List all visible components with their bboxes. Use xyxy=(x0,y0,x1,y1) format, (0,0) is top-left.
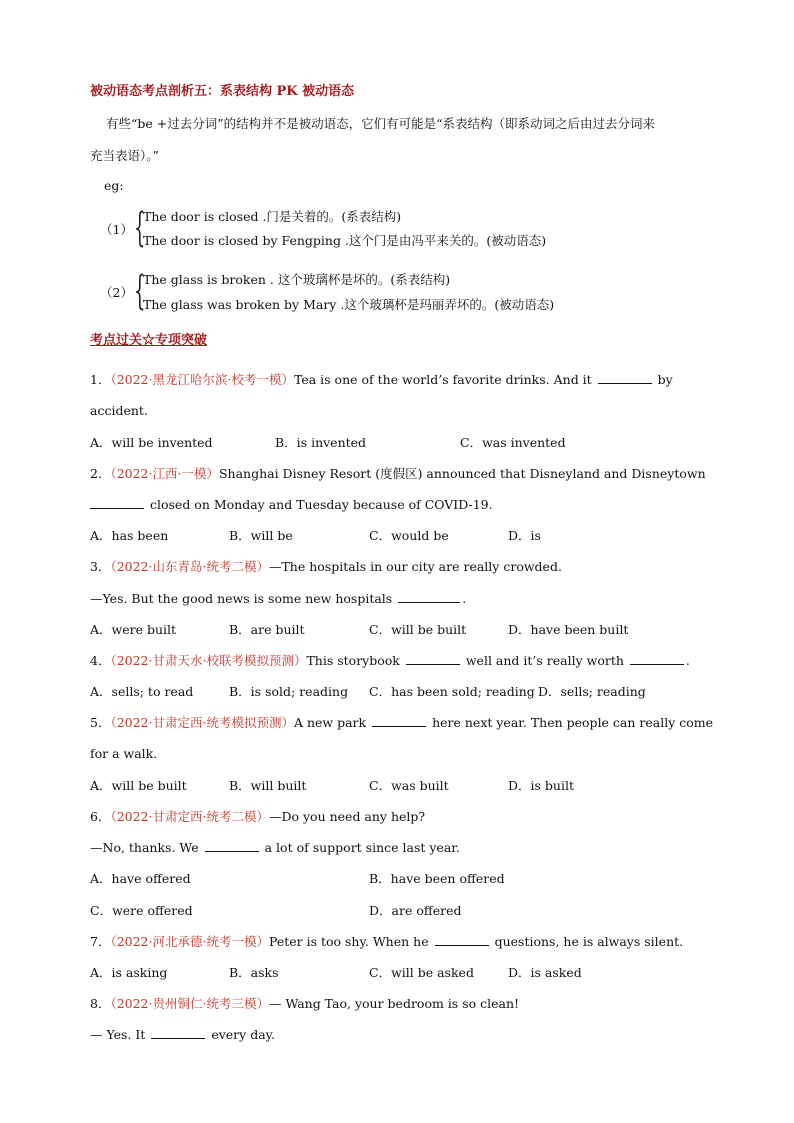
question-1-line-2: accident. xyxy=(90,403,148,418)
answer-blank[interactable] xyxy=(435,934,489,946)
question-number: 1． xyxy=(90,372,111,387)
question-source: （2022·江西·一模） xyxy=(110,466,219,481)
answer-blank[interactable] xyxy=(90,497,144,509)
question-stem: —Do you need any help? xyxy=(268,809,426,824)
question-4 xyxy=(90,653,690,669)
question-5-line-2: for a walk. xyxy=(90,746,158,761)
option-a[interactable]: A．is asking xyxy=(90,965,168,980)
question-number: 6． xyxy=(90,809,111,824)
question-7 xyxy=(90,934,683,950)
option-c[interactable]: C．was built xyxy=(369,778,449,793)
question-source: （2022·甘肃定西·统考二模） xyxy=(110,809,269,824)
question-stem: here next year. Then people can really come xyxy=(432,715,714,730)
question-number: 3． xyxy=(90,559,111,574)
option-c[interactable]: C．was invented xyxy=(460,435,566,450)
question-stem: —No, thanks. We xyxy=(90,840,199,855)
section-title: 被动语态考点剖析五：系表结构 PK 被动语态 xyxy=(90,84,355,99)
option-a[interactable]: A．were built xyxy=(90,622,177,637)
question-5 xyxy=(90,715,713,731)
option-a[interactable]: A．will be built xyxy=(90,778,187,793)
option-b[interactable]: B．is sold; reading xyxy=(229,684,349,699)
question-8-line-2 xyxy=(90,1027,275,1043)
option-b[interactable]: B．have been offered xyxy=(369,871,505,886)
option-b[interactable]: B．will built xyxy=(229,778,307,793)
question-stem: —Yes. But the good news is some new hospitals xyxy=(90,591,393,606)
question-stem: Shanghai Disney Resort (度假区) announced that Disneyland and Disneytown xyxy=(218,466,706,481)
answer-blank[interactable] xyxy=(205,840,259,852)
question-stem: questions, he is always silent. xyxy=(494,934,684,949)
practice-title: 考点过关☆专项突破 xyxy=(90,333,208,348)
question-stem: . xyxy=(462,591,467,606)
example-2b: The glass was broken by Mary .这个玻璃杯是玛丽弄坏的。(被动语态) xyxy=(143,297,555,312)
question-stem: a lot of support since last year. xyxy=(264,840,460,855)
answer-blank[interactable] xyxy=(398,591,460,603)
question-source: （2022·甘肃定西·统考模拟预测） xyxy=(110,715,294,730)
question-number: 5． xyxy=(90,715,111,730)
question-stem: This storybook xyxy=(306,653,400,668)
option-c[interactable]: C．would be xyxy=(369,528,449,543)
question-number: 8． xyxy=(90,996,111,1011)
question-2 xyxy=(90,466,706,482)
option-d[interactable]: D．are offered xyxy=(369,903,462,918)
answer-blank[interactable] xyxy=(406,653,460,665)
brace-icon: { xyxy=(134,205,146,251)
intro-line-2: 充当表语）。” xyxy=(90,148,159,163)
option-d[interactable]: D．is built xyxy=(508,778,574,793)
intro-line-1: 有些“be +过去分词”的结构并不是被动语态，它们有可能是“系表结构（即系动词之后由过去分词来 xyxy=(106,116,656,131)
example-1a: The door is closed .门是关着的。(系表结构) xyxy=(143,209,402,224)
example-2a: The glass is broken . 这个玻璃杯是坏的。(系表结构) xyxy=(143,272,451,287)
example-1b: The door is closed by Fengping .这个门是由冯平来关的。(被动语态) xyxy=(143,233,547,248)
question-stem: Tea is one of the world’s favorite drinks. And it xyxy=(293,372,592,387)
question-3 xyxy=(90,559,562,575)
option-d[interactable]: D．is xyxy=(508,528,541,543)
question-stem: by xyxy=(657,372,673,387)
brace-icon: { xyxy=(134,268,146,314)
option-c[interactable]: C．has been sold; reading xyxy=(369,684,535,699)
question-1 xyxy=(90,372,673,388)
question-3-line-2 xyxy=(90,591,466,607)
example-1-number: （1） xyxy=(100,222,133,237)
question-source: （2022·山东青岛·统考二模） xyxy=(110,559,269,574)
question-source: （2022·河北承德·统考一模） xyxy=(110,934,269,949)
eg-label: eg: xyxy=(104,178,124,193)
question-8 xyxy=(90,996,519,1012)
option-d[interactable]: D．is asked xyxy=(508,965,582,980)
question-stem: — Yes. It xyxy=(90,1027,146,1042)
option-d[interactable]: D．sells; reading xyxy=(538,684,646,699)
question-stem: —The hospitals in our city are really crowded. xyxy=(268,559,562,574)
option-d[interactable]: D．have been built xyxy=(508,622,629,637)
option-c[interactable]: C．were offered xyxy=(90,903,193,918)
question-stem: well and it’s really worth xyxy=(465,653,624,668)
question-stem: every day. xyxy=(211,1027,276,1042)
option-a[interactable]: A．will be invented xyxy=(90,435,213,450)
option-c[interactable]: C．will be asked xyxy=(369,965,474,980)
answer-blank[interactable] xyxy=(372,715,426,727)
question-6 xyxy=(90,809,425,825)
answer-blank[interactable] xyxy=(630,653,684,665)
option-b[interactable]: B．will be xyxy=(229,528,293,543)
question-stem: A new park xyxy=(293,715,367,730)
question-source: （2022·甘肃天水·校联考模拟预测） xyxy=(110,653,307,668)
option-b[interactable]: B．is invented xyxy=(275,435,367,450)
option-b[interactable]: B．asks xyxy=(229,965,279,980)
question-number: 7． xyxy=(90,934,111,949)
question-stem: Peter is too shy. When he xyxy=(268,934,429,949)
answer-blank[interactable] xyxy=(598,372,652,384)
option-a[interactable]: A．sells; to read xyxy=(90,684,194,699)
question-number: 2． xyxy=(90,466,111,481)
question-stem: . xyxy=(685,653,690,668)
question-source: （2022·黑龙江哈尔滨·校考一模） xyxy=(110,372,294,387)
option-c[interactable]: C．will be built xyxy=(369,622,467,637)
example-2-number: （2） xyxy=(100,285,133,300)
question-6-line-2 xyxy=(90,840,460,856)
question-2-line-2 xyxy=(90,497,493,513)
question-stem: closed on Monday and Tuesday because of COVID-19. xyxy=(149,497,493,512)
option-a[interactable]: A．has been xyxy=(90,528,169,543)
question-stem: — Wang Tao, your bedroom is so clean! xyxy=(268,996,520,1011)
option-a[interactable]: A．have offered xyxy=(90,871,191,886)
question-source: （2022·贵州铜仁·统考三模） xyxy=(110,996,269,1011)
question-number: 4． xyxy=(90,653,111,668)
option-b[interactable]: B．are built xyxy=(229,622,305,637)
answer-blank[interactable] xyxy=(151,1027,205,1039)
